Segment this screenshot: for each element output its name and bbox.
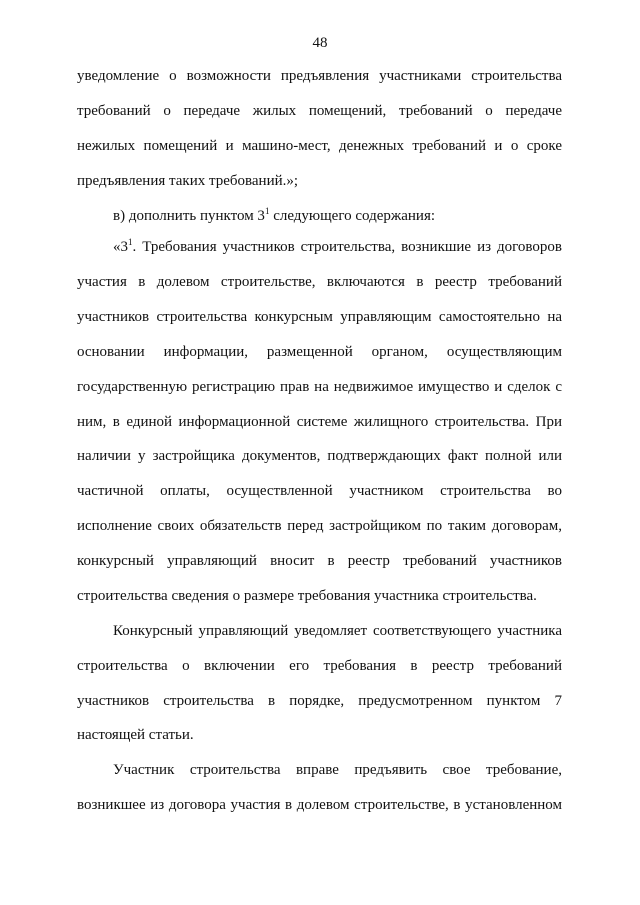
text-line: требований о передаче жилых помещений, требований о передаче — [77, 103, 562, 119]
text-line: возникшее из договора участия в долевом строительстве, в установленном — [77, 797, 562, 813]
superscript: 1 — [128, 237, 133, 247]
text-line: ним, в единой информационной системе жилищного строительства. При — [77, 414, 562, 430]
text-line: участников строительства конкурсным управляющим самостоятельно на — [77, 309, 562, 325]
text-line: уведомление о возможности предъявления участниками строительства — [77, 68, 562, 84]
text-line: настоящей статьи. — [77, 727, 194, 743]
text-line: нежилых помещений и машино-мест, денежных требований и о сроке — [77, 138, 562, 154]
text-fragment: . Требования участников строительства, возникшие из договоров — [132, 239, 562, 255]
text-line — [113, 206, 562, 226]
page-number: 48 — [312, 35, 328, 51]
text-line: частичной оплаты, осуществленной участником строительства во — [77, 483, 562, 499]
text-fragment: «3 — [113, 239, 128, 255]
text-line: участия в долевом строительстве, включаются в реестр требований — [77, 274, 562, 290]
text-line: основании информации, размещенной органом, осуществляющим — [77, 344, 562, 360]
text-line — [113, 237, 562, 257]
text-line: конкурсный управляющий вносит в реестр требований участников — [77, 553, 562, 569]
text-line: государственную регистрацию прав на недвижимое имущество и сделок с — [77, 379, 562, 395]
text-fragment: следующего содержания: — [269, 208, 436, 224]
text-fragment: в) дополнить пунктом 3 — [113, 208, 265, 224]
text-line: исполнение своих обязательств перед застройщиком по таким договорам, — [77, 518, 562, 534]
text-line: предъявления таких требований.»; — [77, 173, 299, 189]
text-line: строительства сведения о размере требования участника строительства. — [77, 588, 537, 604]
superscript: 1 — [264, 206, 270, 216]
text-line: наличии у застройщика документов, подтверждающих факт полной или — [77, 448, 562, 464]
text-line: участников строительства в порядке, предусмотренном пунктом 7 — [77, 693, 562, 709]
text-line: Участник строительства вправе предъявить свое требование, — [113, 762, 562, 778]
text-line: строительства о включении его требования в реестр требований — [77, 658, 562, 674]
text-line: Конкурсный управляющий уведомляет соответствующего участника — [113, 623, 562, 639]
